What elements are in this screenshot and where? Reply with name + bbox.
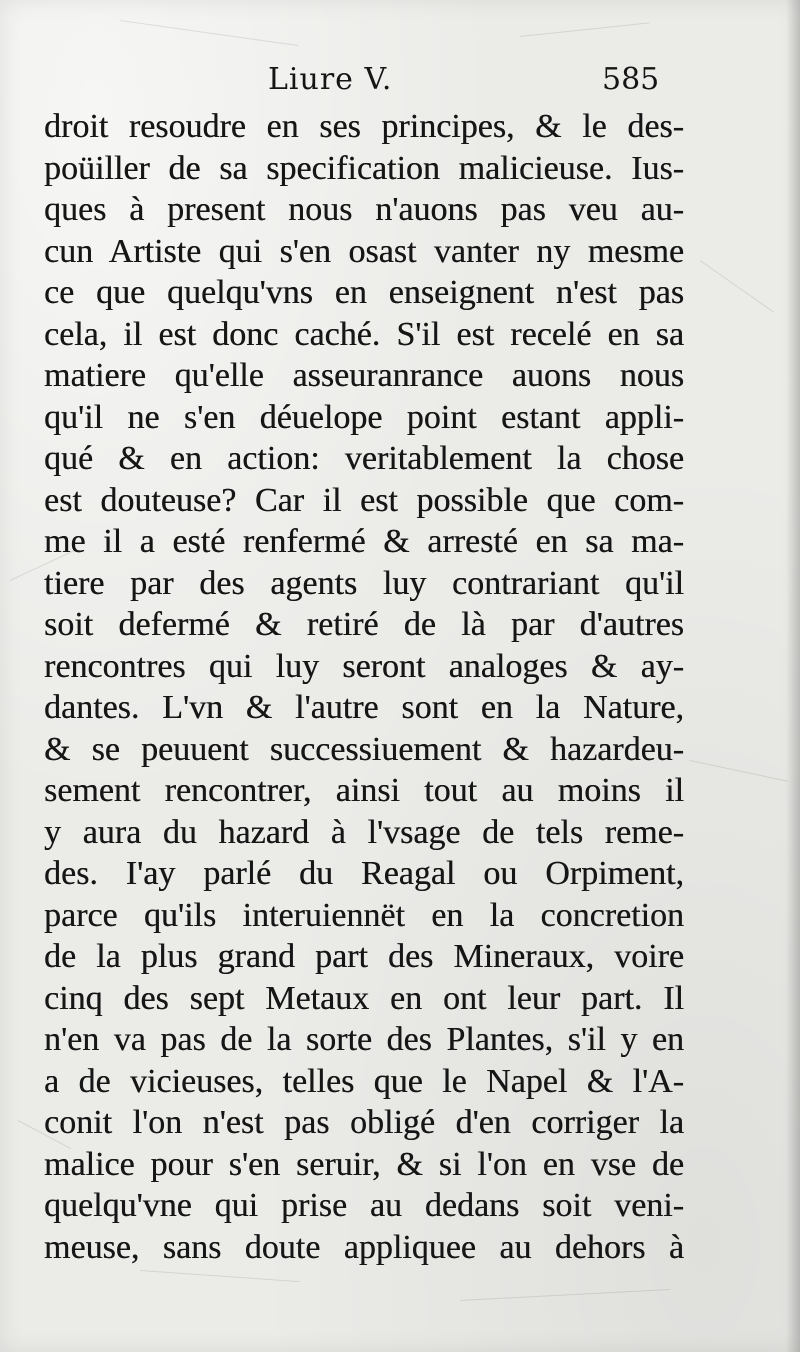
text-line: quelqu'vne qui prise au dedans soit veni-	[44, 1187, 684, 1224]
text-line: tiere par des agents luy contrariant qu'il	[44, 564, 684, 602]
text-line: meuse, sans doute appliquee au dehors à	[44, 1228, 684, 1266]
text-line: cun Artiste qui s'en osast vanter ny mesme	[44, 232, 684, 270]
text-line: cinq des sept Metaux en ont leur part. Il	[44, 979, 684, 1017]
text-line: qué & en action: veritablement la chose	[44, 440, 684, 477]
paper-fiber	[460, 1289, 670, 1301]
text-line: soit defermé & retiré de là par d'autres	[44, 606, 684, 643]
text-line: est douteuse? Car il est possible que com-	[44, 481, 684, 519]
paper-fiber	[520, 22, 649, 37]
paper-fiber	[690, 760, 788, 782]
text-line: n'en va pas de la sorte des Plantes, s'il y en	[44, 1021, 684, 1058]
text-line: malice pour s'en seruir, & si l'on en vse de	[44, 1145, 684, 1183]
text-line: des. I'ay parlé du Reagal ou Orpiment,	[44, 855, 684, 892]
text-line: matiere qu'elle asseuranrance auons nous	[44, 357, 684, 394]
text-line: de la plus grand part des Mineraux, voire	[44, 938, 684, 975]
text-line: conit l'on n'est pas obligé d'en corriger la	[44, 1104, 684, 1141]
text-line: dantes. L'vn & l'autre sont en la Nature,	[44, 689, 684, 726]
text-line: ce que quelqu'vns en enseignent n'est pas	[44, 274, 684, 311]
text-line: a de vicieuses, telles que le Napel & l'A-	[44, 1062, 684, 1100]
paper-fiber	[120, 20, 298, 46]
page-number: 585	[602, 62, 660, 97]
text-line: sement rencontrer, ainsi tout au moins il	[44, 772, 684, 809]
text-line: qu'il ne s'en déuelope point estant appli-	[44, 398, 684, 436]
running-head: Liure V.	[268, 62, 393, 97]
text-line: droit resoudre en ses principes, & le des-	[44, 108, 684, 145]
paper-fiber	[700, 260, 774, 312]
body-text	[44, 106, 684, 1268]
paper-fiber	[140, 1270, 300, 1282]
page-edge-shadow	[786, 0, 800, 1352]
page-header	[0, 62, 800, 106]
text-line: rencontres qui luy seront analoges & ay-	[44, 647, 684, 685]
text-line: parce qu'ils interuiennët en la concretion	[44, 896, 684, 934]
text-line: ques à present nous n'auons pas veu au-	[44, 191, 684, 228]
text-line: & se peuuent successiuement & hazardeu-	[44, 730, 684, 768]
text-line: cela, il est donc caché. S'il est recelé en sa	[44, 315, 684, 353]
text-line: y aura du hazard à l'vsage de tels reme-	[44, 813, 684, 851]
text-line: poüiller de sa specification malicieuse. Ius-	[44, 149, 684, 187]
text-line: me il a esté renfermé & arresté en sa ma-	[44, 523, 684, 560]
